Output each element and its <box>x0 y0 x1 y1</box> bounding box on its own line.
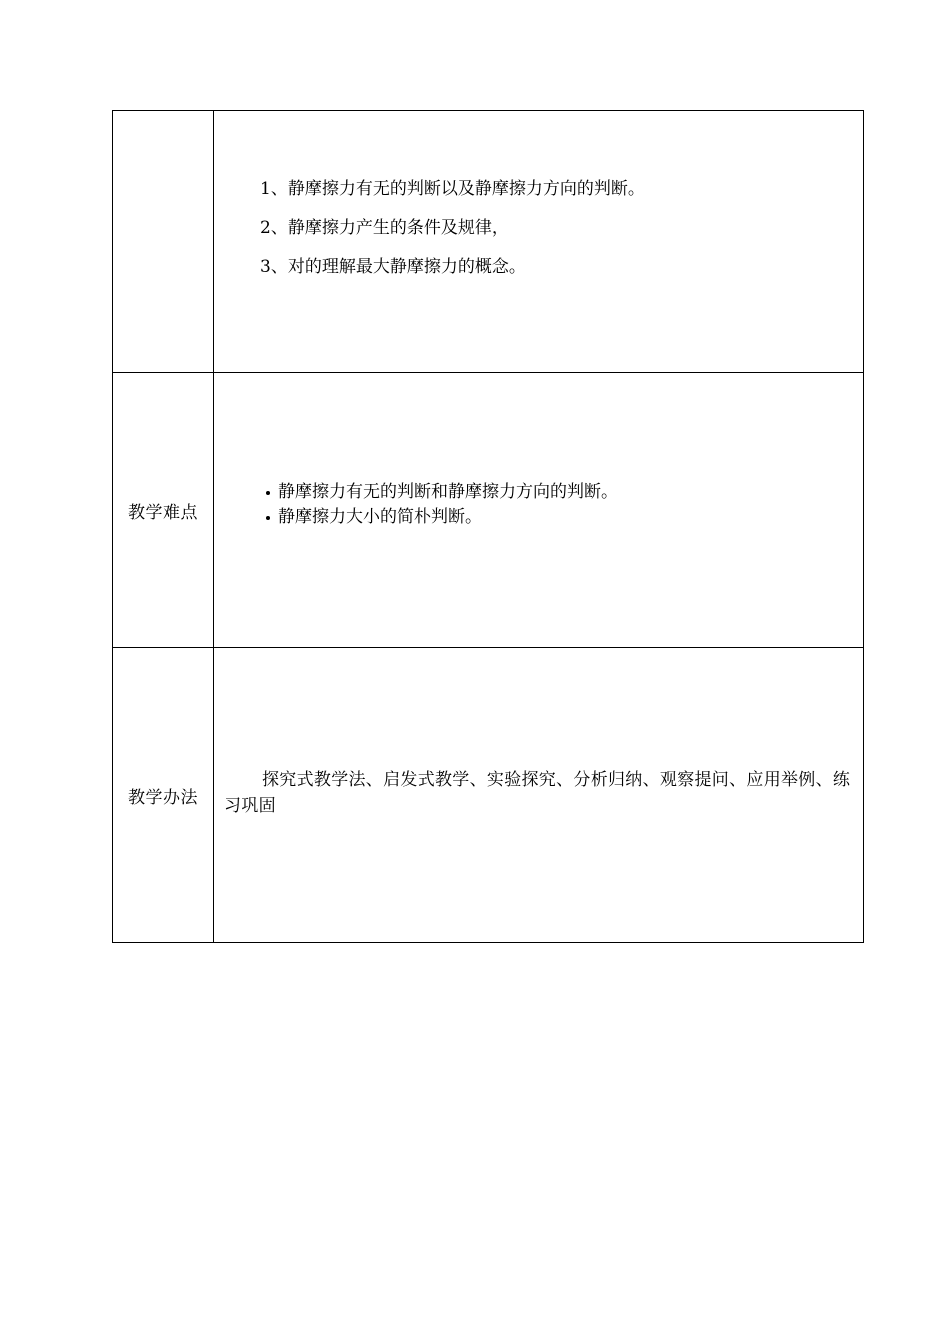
row-label-cell <box>113 648 214 943</box>
list-item-text: 静摩擦力有无的判断和静摩擦力方向的判断。 <box>278 482 618 502</box>
methods-paragraph: 探究式教学法、启发式教学、实验探究、分析归纳、观察提问、应用举例、练习巩固 <box>224 770 851 816</box>
methods-cell <box>214 648 864 943</box>
list-item: 1、静摩擦力有无的判断以及静摩擦力方向的判断。 <box>260 178 645 199</box>
list-item: 3、对的理解最大静摩擦力的概念。 <box>260 256 526 277</box>
row-label-cell <box>113 373 214 648</box>
bullet-icon <box>266 491 270 495</box>
bullet-icon <box>266 516 270 520</box>
numbered-list <box>214 178 863 306</box>
lesson-plan-table <box>112 110 864 943</box>
bullet-list <box>214 480 863 540</box>
row-label-cell <box>113 111 214 373</box>
list-item-text: 静摩擦力大小的简朴判断。 <box>278 507 482 527</box>
table-row-key-points <box>113 111 864 373</box>
list-item: 2、静摩擦力产生的条件及规律， <box>260 217 509 238</box>
table-row-difficulties <box>113 373 864 648</box>
difficulties-cell <box>214 373 864 648</box>
key-points-cell <box>214 111 864 373</box>
table-row-methods <box>113 648 864 943</box>
row-label-difficulties: 教学难点 <box>128 502 198 523</box>
list-item <box>266 505 863 530</box>
list-item <box>266 480 863 505</box>
row-label-methods: 教学办法 <box>128 787 198 808</box>
